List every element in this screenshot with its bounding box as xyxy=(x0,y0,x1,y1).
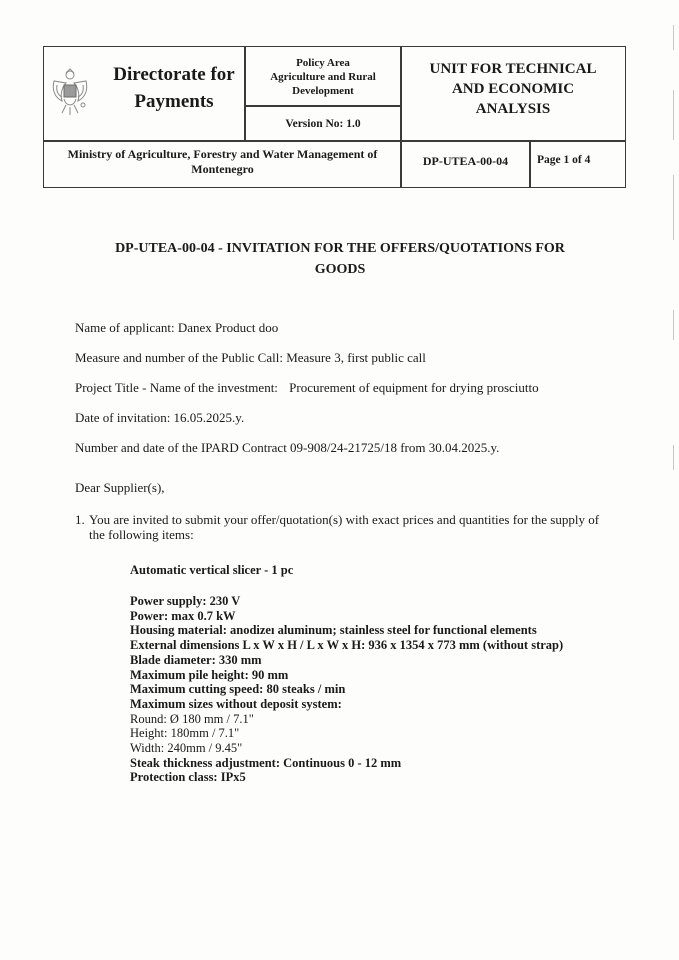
ministry-name-line1: Ministry of Agriculture, Forestry and Water Management of xyxy=(67,147,378,161)
scan-margin-artifacts xyxy=(673,0,675,960)
project-title-label: Project Title - Name of the investment: xyxy=(75,380,278,395)
salutation: Dear Supplier(s), xyxy=(75,480,165,495)
spec-item: Blade diameter: 330 mm xyxy=(130,652,262,667)
document-title xyxy=(60,238,620,280)
spec-item: Round: Ø 180 mm / 7.1" xyxy=(130,711,254,726)
doc-code-cell xyxy=(401,141,530,187)
organization-name xyxy=(104,61,244,115)
spec-item: Protection class: IPx5 xyxy=(130,770,246,785)
invitation-date-field: Date of invitation: 16.05.2025.y. xyxy=(75,410,245,425)
unit-name-line3: ANALYSIS xyxy=(475,101,551,117)
spec-item: Maximum pile height: 90 mm xyxy=(130,667,289,682)
ministry-name-line2: Montenegro xyxy=(191,162,254,176)
document-title-line2: GOODS xyxy=(314,262,366,277)
spec-item: Width: 240mm / 9.45" xyxy=(130,741,243,756)
header-table xyxy=(43,46,626,188)
project-title-field xyxy=(75,380,539,396)
organization-cell xyxy=(44,47,245,141)
organization-name-line2: Payments xyxy=(134,91,214,112)
spec-item: Steak thickness adjustment: Continuous 0 - 12 mm xyxy=(130,755,402,770)
doc-code: DP-UTEA-00-04 xyxy=(422,154,509,168)
unit-cell xyxy=(401,47,625,141)
coat-of-arms-icon xyxy=(50,67,90,117)
policy-area-label: Policy Area xyxy=(296,56,350,69)
policy-area-value-line1: Agriculture and Rural xyxy=(270,70,376,83)
unit-name-line1: UNIT FOR TECHNICAL xyxy=(429,61,597,77)
public-call-field: Measure and number of the Public Call: Measure 3, first public call xyxy=(75,350,426,365)
list-number: 1. xyxy=(75,512,85,527)
intro-paragraph xyxy=(75,512,615,542)
applicant-field: Name of applicant: Danex Product doo xyxy=(75,320,279,335)
version-number: Version No: 1.0 xyxy=(285,117,361,130)
page-number: Page 1 of 4 xyxy=(537,154,591,166)
document-title-line1: DP-UTEA-00-04 - INVITATION FOR THE OFFERS/QUOTATIONS FOR xyxy=(115,241,565,256)
spec-item: Maximum cutting speed: 80 steaks / min xyxy=(130,682,346,697)
policy-area-value-line2: Development xyxy=(292,84,354,97)
spec-list xyxy=(130,594,563,785)
item-title: Automatic vertical slicer - 1 pc xyxy=(130,563,294,577)
spec-item: Height: 180mm / 7.1" xyxy=(130,726,240,741)
page-number-cell xyxy=(530,141,625,187)
spec-item: Power supply: 230 V xyxy=(130,594,241,608)
ministry-cell xyxy=(44,141,401,187)
spec-item: External dimensions L x W x H / L x W x H: 936 x 1354 x 773 mm (without strap) xyxy=(130,638,564,653)
project-title-value: Procurement of equipment for drying prosciutto xyxy=(289,380,539,395)
contract-field: Number and date of the IPARD Contract 09-908/24-21725/18 from 30.04.2025.y. xyxy=(75,440,500,455)
version-cell xyxy=(245,106,401,141)
policy-area-cell xyxy=(245,47,401,106)
spec-item: Housing material: anodizeı aluminum; stainless steel for functional elements xyxy=(130,623,537,638)
spec-item: Maximum sizes without deposit system: xyxy=(130,696,342,711)
intro-text: You are invited to submit your offer/quotation(s) with exact prices and quantities for the supply of the following items: xyxy=(89,512,600,542)
unit-name-line2: AND ECONOMIC xyxy=(451,81,575,97)
organization-name-line1: Directorate for xyxy=(113,64,235,85)
spec-item: Power: max 0.7 kW xyxy=(130,608,236,623)
